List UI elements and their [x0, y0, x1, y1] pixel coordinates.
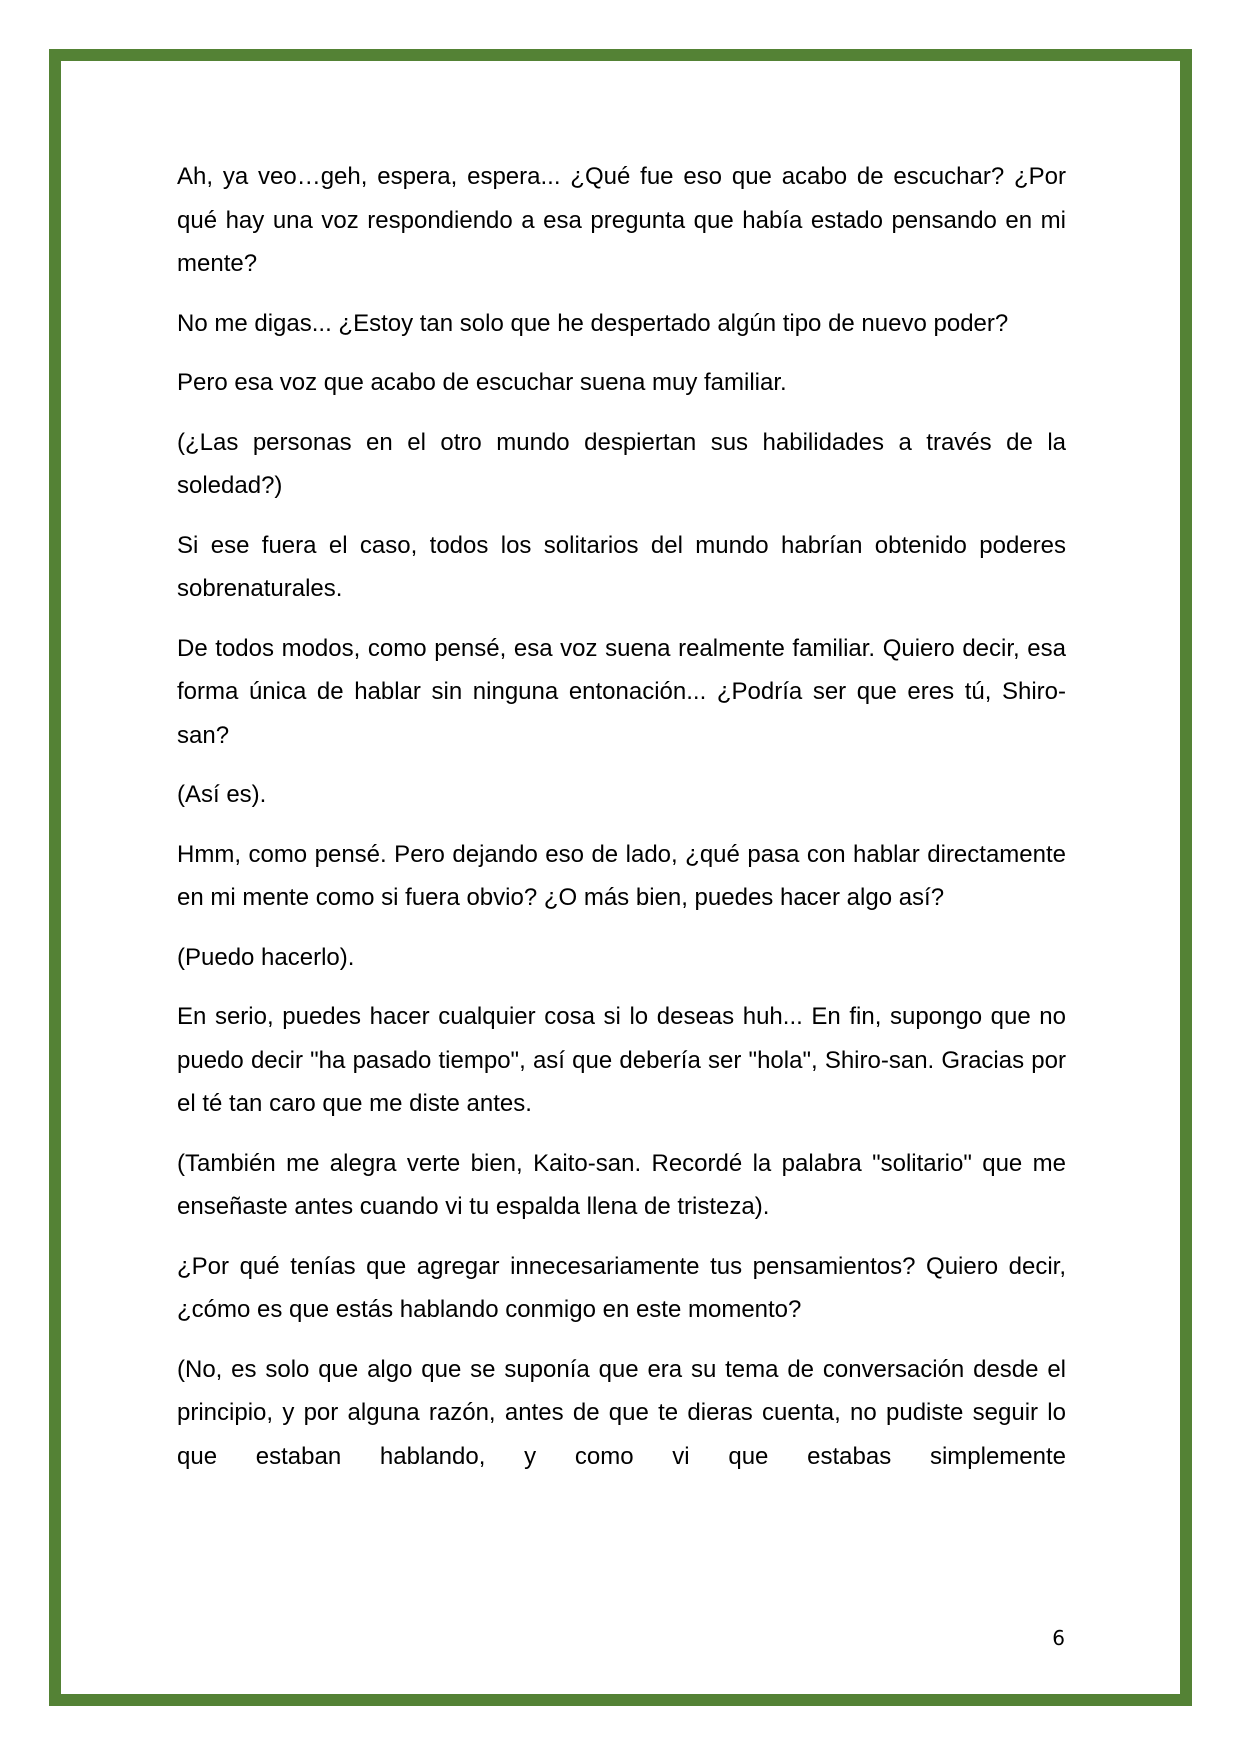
- paragraph: (Así es).: [177, 781, 267, 808]
- page-number: 6: [1052, 1626, 1065, 1650]
- paragraph: En serio, puedes hacer cualquier cosa si lo deseas huh... En fin, supongo que no puedo decir "ha pasado tiempo", así que debería ser "hola", Shiro-san. Gracias por el té tan caro que me diste antes.: [177, 1003, 1066, 1117]
- paragraph: No me digas... ¿Estoy tan solo que he despertado algún tipo de nuevo poder?: [177, 309, 1009, 337]
- paragraph: (¿Las personas en el otro mundo despiertan sus habilidades a través de la soledad?): [177, 428, 1066, 499]
- paragraph: Hmm, como pensé. Pero dejando eso de lado, ¿qué pasa con hablar directamente en mi mente como si fuera obvio? ¿O más bien, puedes hacer algo así?: [177, 840, 1066, 911]
- paragraph: (No, es solo que algo que se suponía que era su tema de conversación desde el principio, y por alguna razón, antes de que te dieras cuenta, no pudiste seguir lo que estaban hablando, y como vi que estabas simplemente: [177, 1355, 1066, 1470]
- paragraph: Pero esa voz que acabo de escuchar suena muy familiar.: [177, 369, 787, 396]
- paragraph: De todos modos, como pensé, esa voz suena realmente familiar. Quiero decir, esa forma única de hablar sin ninguna entonación... ¿Podría ser que eres tú, Shiro-san?: [177, 634, 1066, 749]
- paragraph: ¿Por qué tenías que agregar innecesariamente tus pensamientos? Quiero decir, ¿cómo es que estás hablando conmigo en este momento?: [177, 1252, 1066, 1323]
- paragraph: Si ese fuera el caso, todos los solitarios del mundo habrían obtenido poderes sobrenaturales.: [177, 531, 1066, 602]
- paragraph: Ah, ya veo…geh, espera, espera... ¿Qué fue eso que acabo de escuchar? ¿Por qué hay una voz respondiendo a esa pregunta que había estado pensando en mi mente?: [177, 163, 1066, 277]
- paragraph: (Puedo hacerlo).: [177, 943, 355, 971]
- document-body: [177, 155, 1066, 1478]
- paragraph: (También me alegra verte bien, Kaito-san. Recordé la palabra "solitario" que me enseñaste antes cuando vi tu espalda llena de tristeza).: [177, 1149, 1066, 1220]
